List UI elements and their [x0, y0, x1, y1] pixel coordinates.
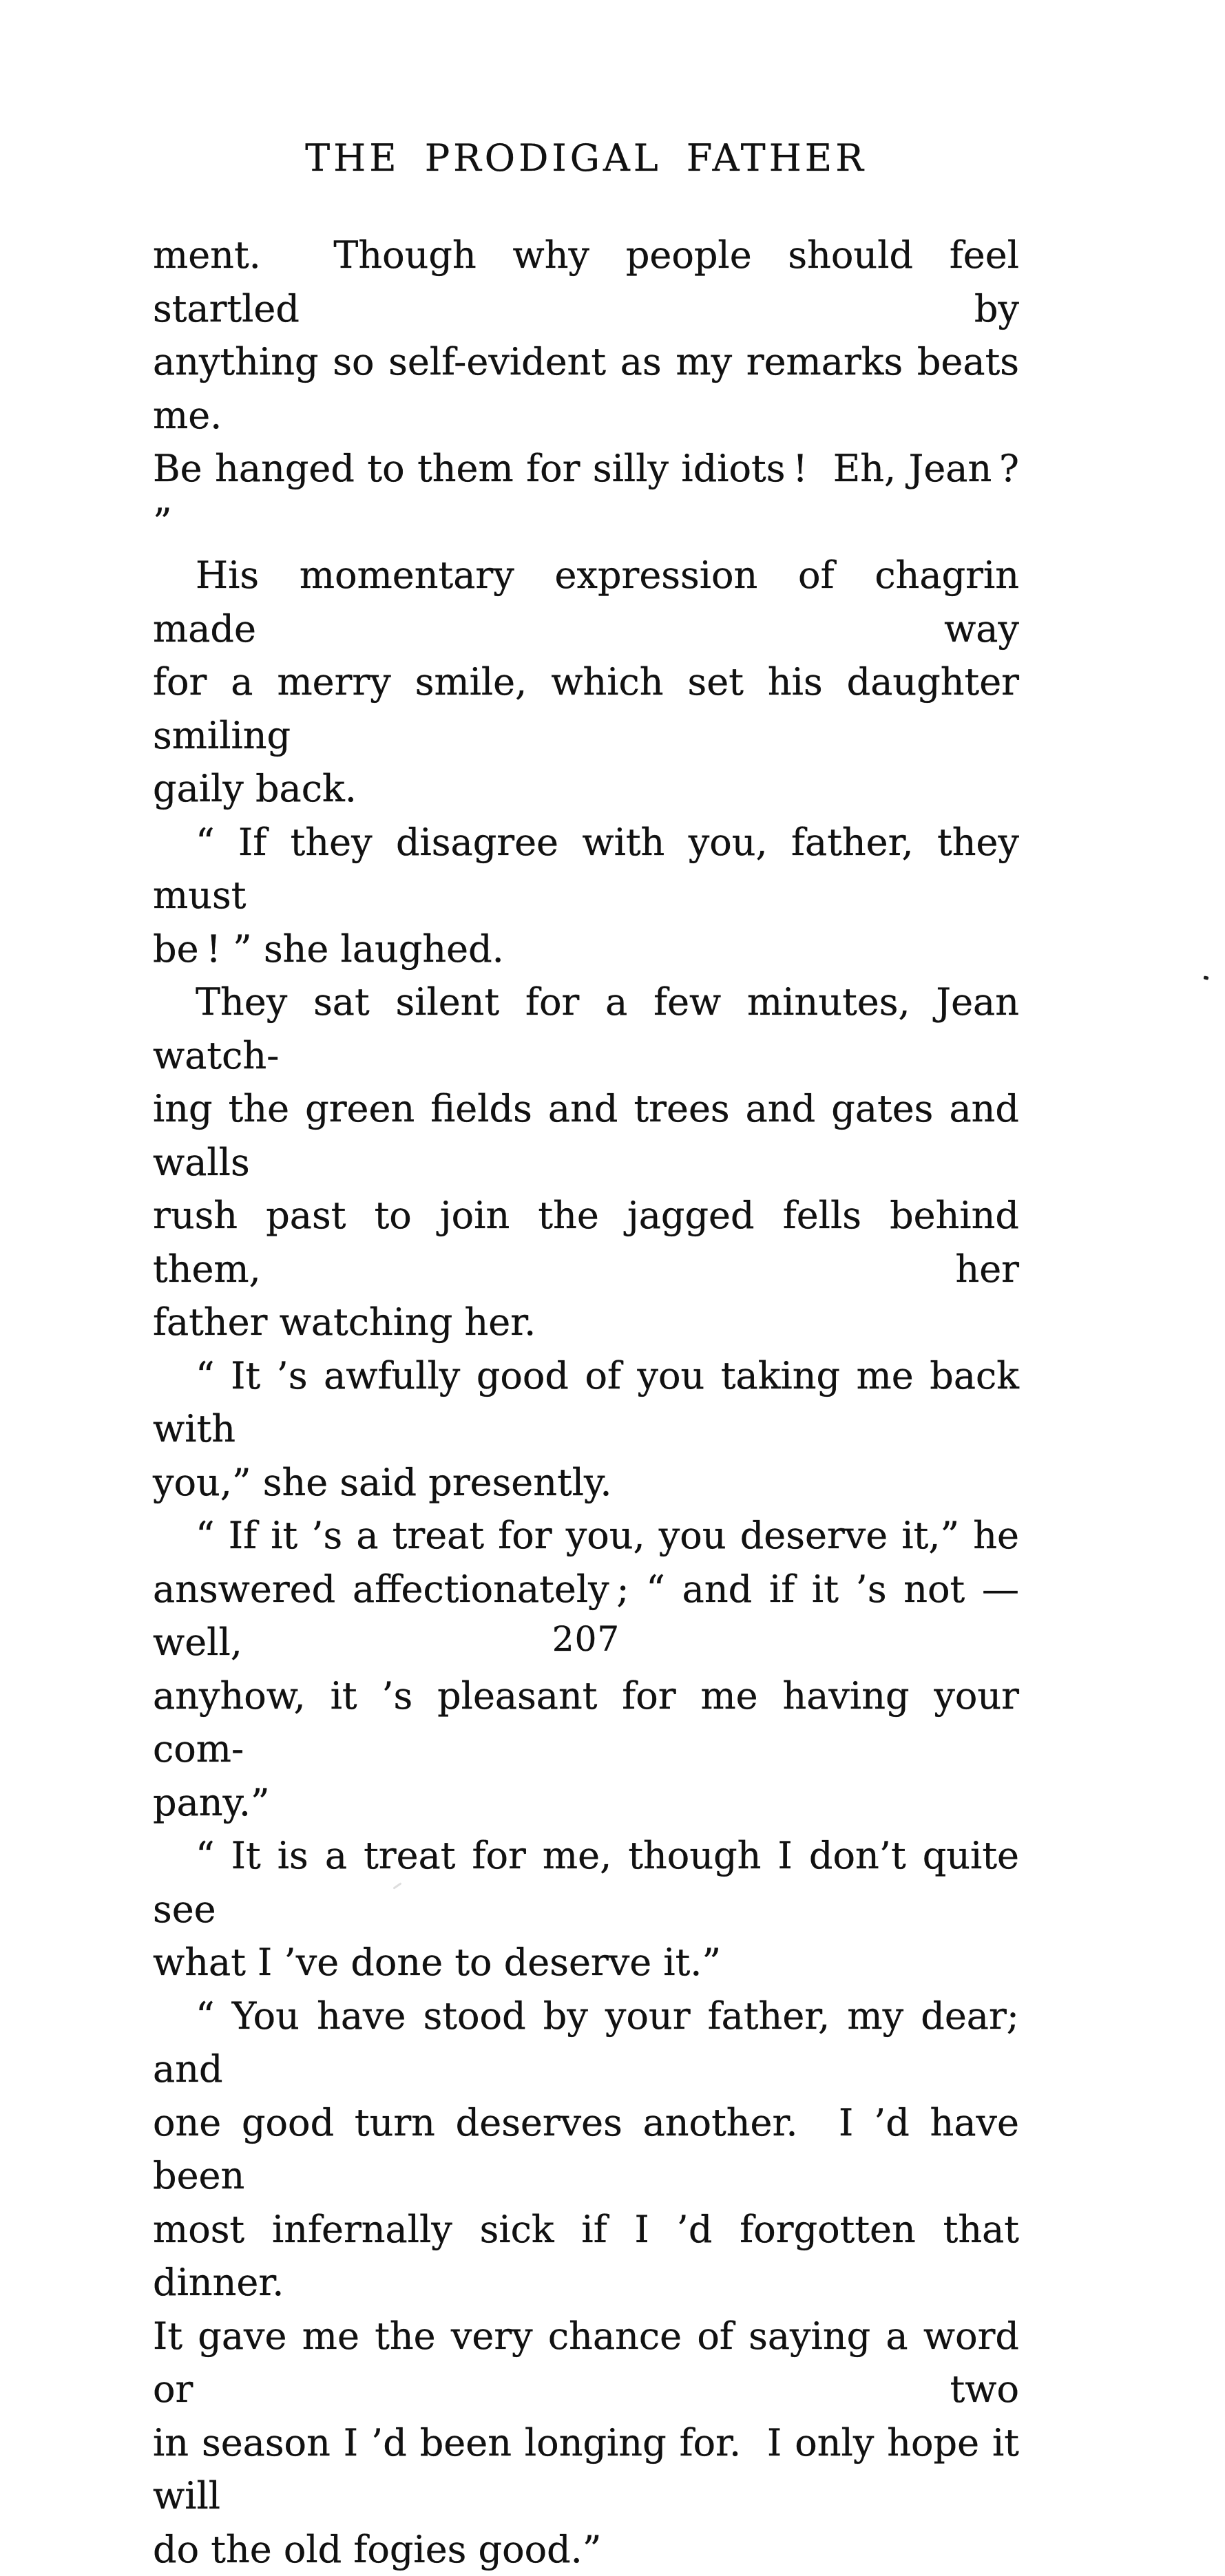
text-line: gaily back. [153, 762, 1019, 816]
text-line: anything so self-evident as my remarks beats me. [153, 335, 1019, 442]
paragraph [153, 1829, 1019, 1989]
page-number: 207 [153, 1617, 1019, 1661]
text-line: most infernally sick if I ’d forgotten that dinner. [153, 2203, 1019, 2310]
text-line: for a merry smile, which set his daughter smiling [153, 655, 1019, 762]
text-line: be ! ” she laughed. [153, 922, 1019, 976]
paragraph [153, 549, 1019, 816]
paragraph [153, 1509, 1019, 1829]
text-line: Be hanged to them for silly idiots ! Eh, Jean ? ” [153, 442, 1019, 549]
page-title: THE PRODIGAL FATHER [153, 136, 1019, 180]
text-line: rush past to join the jagged fells behind them, her [153, 1189, 1019, 1296]
text-line: one good turn deserves another. I ’d have been [153, 2096, 1019, 2203]
text-line: what I ’ve done to deserve it.” [153, 1936, 1019, 1989]
text-line: “ You have stood by your father, my dear; and [153, 1989, 1019, 2096]
text-line: “ It ’s awfully good of you taking me back with [153, 1349, 1019, 1456]
text-line: It gave me the very chance of saying a word or two [153, 2310, 1019, 2416]
paragraph [153, 1349, 1019, 1510]
paragraph [153, 229, 1019, 549]
paragraph [153, 816, 1019, 976]
paragraph [153, 1989, 1019, 2576]
text-line: ing the green fields and trees and gates and walls [153, 1082, 1019, 1189]
text-line: pany.” [153, 1776, 1019, 1830]
text-line: anyhow, it ’s pleasant for me having your com- [153, 1669, 1019, 1776]
text-line: in season I ’d been longing for. I only hope it will [153, 2416, 1019, 2523]
text-line: His momentary expression of chagrin made way [153, 549, 1019, 655]
text-line: ment. Though why people should feel startled by [153, 229, 1019, 335]
text-line: They sat silent for a few minutes, Jean watch- [153, 975, 1019, 1082]
text-line: “ If it ’s a treat for you, you deserve it,” he [153, 1509, 1019, 1563]
body-text [153, 229, 1019, 2576]
paragraph [153, 975, 1019, 1349]
text-line: “ If they disagree with you, father, they must [153, 816, 1019, 922]
text-line: answered affectionately ; “ and if it ’s not — well, [153, 1563, 1019, 1669]
text-line: “ It is a treat for me, though I don’t quite see [153, 1829, 1019, 1936]
text-line: father watching her. [153, 1296, 1019, 1349]
scan-speck [1204, 975, 1209, 980]
text-line: you,” she said presently. [153, 1456, 1019, 1510]
text-line: do the old fogies good.” [153, 2523, 1019, 2576]
